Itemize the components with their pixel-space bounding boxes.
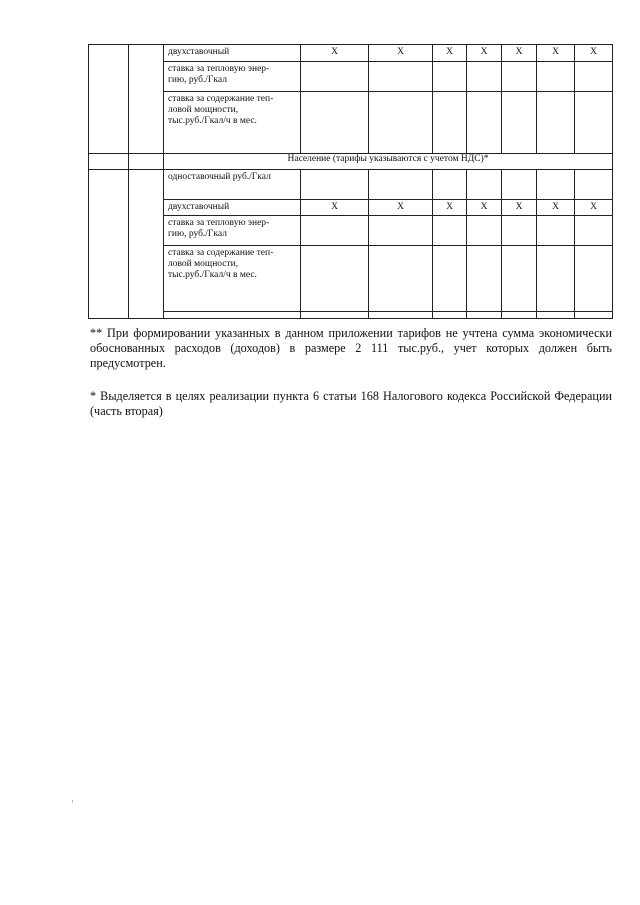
value-cell <box>369 216 433 246</box>
x-mark: X <box>537 45 575 62</box>
x-mark: X <box>369 200 433 216</box>
footnote-double-star <box>90 326 612 371</box>
table-row-section <box>89 154 613 170</box>
table-row-energy-rate-2 <box>89 216 613 246</box>
blank-cell <box>433 312 467 319</box>
value-cell <box>467 246 502 312</box>
value-cell <box>537 216 575 246</box>
blank-cell <box>502 312 537 319</box>
table-row-two-part-2 <box>89 200 613 216</box>
value-cell <box>502 170 537 200</box>
value-cell <box>575 92 613 154</box>
blank-cell <box>369 312 433 319</box>
value-cell <box>369 92 433 154</box>
value-cell <box>575 216 613 246</box>
row-number-cell <box>89 154 129 170</box>
value-cell <box>467 62 502 92</box>
value-cell <box>433 170 467 200</box>
blank-cell <box>537 312 575 319</box>
row-label: одноставочный руб./Гкал <box>164 170 301 200</box>
x-mark: X <box>575 45 613 62</box>
footnote-text: * Выделяется в целях реализации пункта 6 статьи 168 Налогового кодекса Российской Федерации (часть вторая) <box>90 389 612 418</box>
table-row-capacity-rate-1 <box>89 92 613 154</box>
value-cell <box>433 216 467 246</box>
value-cell <box>467 92 502 154</box>
value-cell <box>502 62 537 92</box>
footnote-single-star <box>90 389 612 419</box>
row-label: двухставочный <box>164 45 301 62</box>
value-cell <box>575 170 613 200</box>
table-row-capacity-rate-2 <box>89 246 613 312</box>
value-cell <box>433 62 467 92</box>
x-mark: X <box>575 200 613 216</box>
tariff-table <box>88 44 613 319</box>
section-title: Население (тарифы указываются с учетом НДС)* <box>164 154 613 170</box>
x-mark: X <box>502 45 537 62</box>
value-cell <box>301 216 369 246</box>
row-label: ставка за содержание теп- ловой мощности, тыс.руб./Гкал/ч в мес. <box>164 92 301 154</box>
value-cell <box>575 62 613 92</box>
blank-cell <box>467 312 502 319</box>
table-row-blank <box>89 312 613 319</box>
row-org-cell <box>129 170 164 319</box>
row-org-cell <box>129 45 164 154</box>
value-cell <box>537 170 575 200</box>
value-cell <box>537 62 575 92</box>
blank-cell <box>575 312 613 319</box>
x-mark: X <box>433 45 467 62</box>
value-cell <box>301 170 369 200</box>
value-cell <box>369 170 433 200</box>
value-cell <box>502 92 537 154</box>
value-cell <box>502 216 537 246</box>
value-cell <box>575 246 613 312</box>
value-cell <box>467 170 502 200</box>
value-cell <box>502 246 537 312</box>
row-label: ставка за содержание теп- ловой мощности, тыс.руб./Гкал/ч в мес. <box>164 246 301 312</box>
blank-cell <box>164 312 301 319</box>
row-label: двухставочный <box>164 200 301 216</box>
x-mark: X <box>301 200 369 216</box>
row-number-cell <box>89 45 129 154</box>
x-mark: X <box>467 200 502 216</box>
value-cell <box>537 246 575 312</box>
value-cell <box>433 246 467 312</box>
x-mark: X <box>369 45 433 62</box>
scan-speck <box>72 800 73 803</box>
value-cell <box>467 216 502 246</box>
x-mark: X <box>502 200 537 216</box>
footnote-text: ** При формировании указанных в данном приложении тарифов не учтена сумма экономически обоснованных расходов (доходов) в размере 2 111 тыс.руб., учет которых должен быть предусмотрен. <box>90 326 612 370</box>
value-cell <box>537 92 575 154</box>
x-mark: X <box>433 200 467 216</box>
row-label: ставка за тепловую энер- гию, руб./Гкал <box>164 62 301 92</box>
table-row-two-part-1 <box>89 45 613 62</box>
value-cell <box>369 246 433 312</box>
row-label: ставка за тепловую энер- гию, руб./Гкал <box>164 216 301 246</box>
value-cell <box>433 92 467 154</box>
value-cell <box>301 92 369 154</box>
value-cell <box>369 62 433 92</box>
value-cell <box>301 62 369 92</box>
x-mark: X <box>301 45 369 62</box>
table-row-energy-rate-1 <box>89 62 613 92</box>
row-org-cell <box>129 154 164 170</box>
row-number-cell <box>89 170 129 319</box>
value-cell <box>301 246 369 312</box>
blank-cell <box>301 312 369 319</box>
x-mark: X <box>467 45 502 62</box>
x-mark: X <box>537 200 575 216</box>
table-row-one-part <box>89 170 613 200</box>
